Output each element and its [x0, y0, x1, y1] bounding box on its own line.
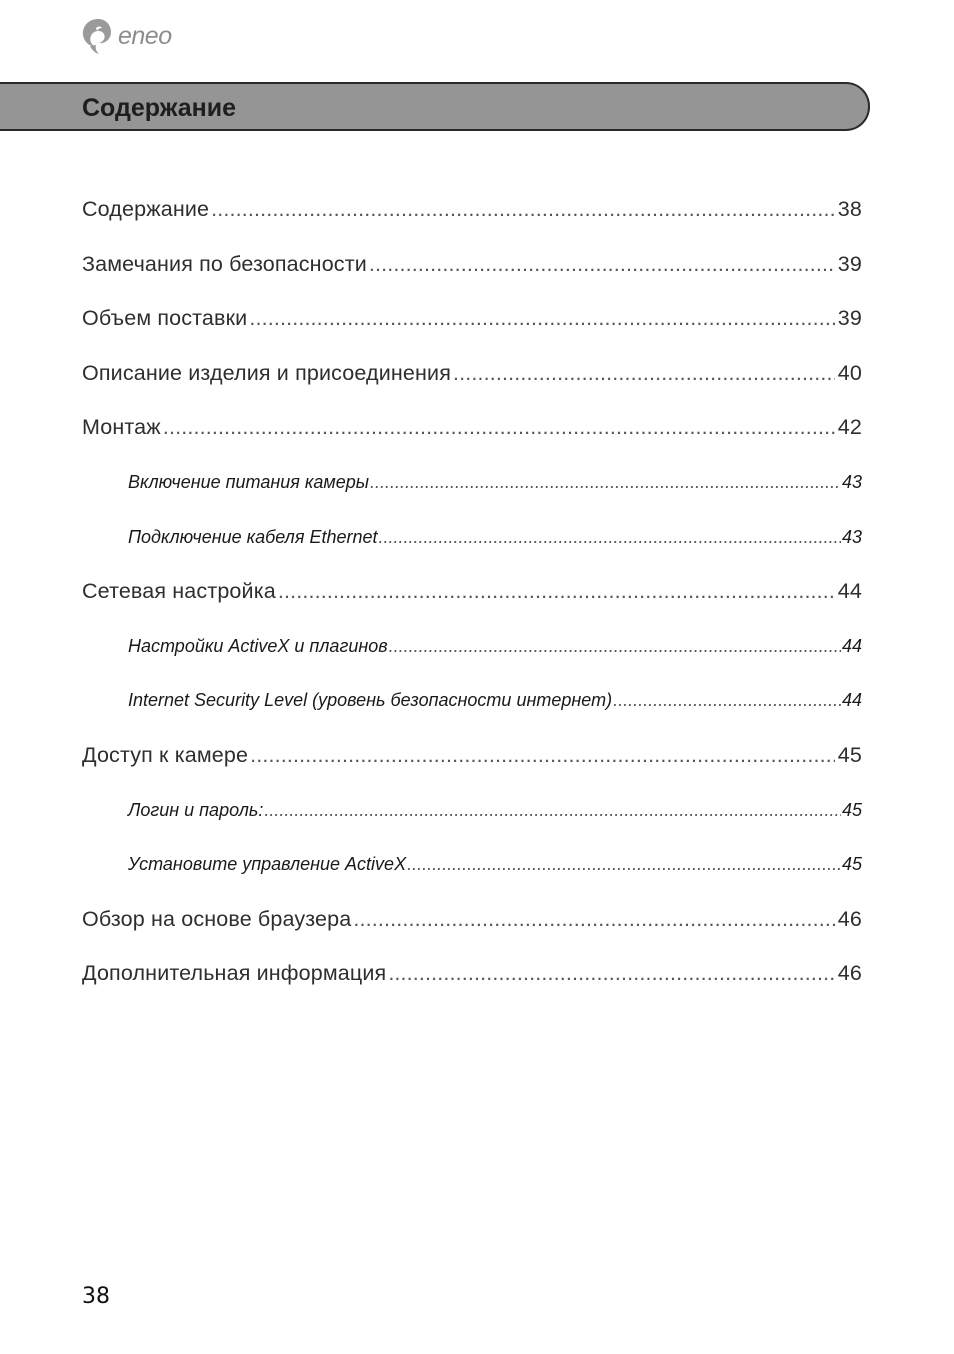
toc-entry[interactable]	[82, 957, 862, 1012]
toc-entry-page: 46	[837, 961, 862, 986]
toc-entry-page: 39	[837, 251, 862, 276]
toc-leader-dots	[389, 630, 841, 662]
toc-entry-page: 38	[837, 197, 862, 221]
toc-subentry-label: Подключение кабеля Ethernet	[128, 526, 378, 547]
toc-entry-label: Замечания по безопасности	[82, 251, 367, 276]
toc-entry-label: Содержание	[82, 197, 210, 221]
toc-entry-page: 46	[837, 906, 862, 931]
toc-leader-dots	[369, 248, 835, 280]
toc-subentry-label: Настройки ActiveX и плагинов	[128, 635, 388, 656]
toc-entry[interactable]	[82, 248, 862, 303]
toc-leader-dots	[163, 411, 835, 443]
toc-entry-label: Сетевая настройка	[82, 579, 276, 604]
page-title: Содержание	[82, 94, 237, 122]
toc-entry[interactable]	[82, 411, 862, 466]
toc-leader-dots	[379, 521, 841, 553]
eneo-swirl-icon	[80, 16, 116, 56]
toc-entry-page: 42	[837, 415, 862, 440]
toc-leader-dots	[250, 739, 835, 771]
toc-subentry-label: Логин и пароль:	[128, 799, 264, 820]
toc-leader-dots	[211, 193, 835, 225]
toc-leader-dots	[264, 794, 841, 826]
brand-logo-text: eneo	[118, 21, 172, 50]
toc-subentry-label: Включение питания камеры	[128, 471, 370, 492]
toc-entry-label: Доступ к камере	[82, 742, 249, 767]
toc-subentry-page: 44	[841, 635, 862, 656]
toc-subentry-page: 43	[841, 471, 862, 492]
toc-subentry[interactable]	[82, 848, 862, 903]
toc-entry[interactable]	[82, 903, 862, 958]
toc-entry[interactable]	[82, 302, 862, 357]
page-number: 38	[82, 1284, 110, 1309]
toc-leader-dots	[613, 684, 841, 716]
table-of-contents	[82, 193, 862, 1012]
toc-leader-dots	[453, 357, 835, 389]
toc-subentry-page: 45	[841, 854, 862, 875]
toc-leader-dots	[353, 903, 834, 935]
toc-entry-label: Монтаж	[82, 415, 161, 440]
toc-leader-dots	[388, 957, 834, 989]
toc-subentry-page: 43	[841, 526, 862, 547]
toc-subentry-label: Установите управление ActiveX	[128, 854, 407, 875]
toc-subentry-label: Internet Security Level (уровень безопасности интернет)	[128, 690, 613, 711]
toc-leader-dots	[370, 466, 841, 498]
toc-entry-label: Обзор на основе браузера	[82, 906, 352, 931]
toc-leader-dots	[278, 575, 835, 607]
toc-entry[interactable]	[82, 357, 862, 412]
toc-entry[interactable]	[82, 739, 862, 794]
toc-subentry[interactable]	[82, 684, 862, 739]
toc-leader-dots	[249, 302, 834, 334]
toc-entry-label: Объем поставки	[82, 306, 248, 331]
toc-subentry-page: 45	[841, 799, 862, 820]
toc-entry[interactable]	[82, 575, 862, 630]
toc-entry[interactable]	[82, 193, 862, 248]
toc-entry-page: 39	[837, 306, 862, 331]
toc-leader-dots	[407, 848, 841, 880]
toc-entry-page: 44	[837, 579, 862, 604]
toc-entry-label: Дополнительная информация	[82, 961, 387, 986]
toc-subentry[interactable]	[82, 630, 862, 685]
toc-subentry-page: 44	[841, 690, 862, 711]
toc-entry-label: Описание изделия и присоединения	[82, 360, 451, 385]
brand-logo	[80, 16, 172, 56]
toc-entry-page: 40	[837, 360, 862, 385]
toc-subentry[interactable]	[82, 466, 862, 521]
toc-subentry[interactable]	[82, 794, 862, 849]
toc-subentry[interactable]	[82, 521, 862, 576]
toc-entry-page: 45	[837, 742, 862, 767]
